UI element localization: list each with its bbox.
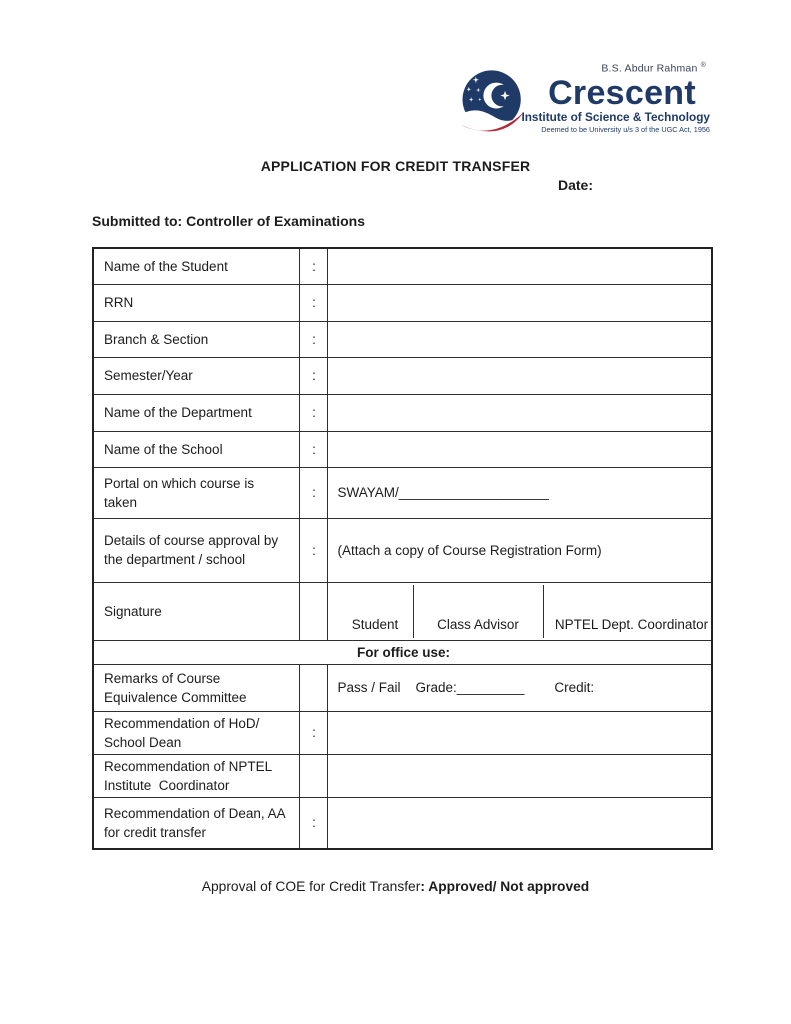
form-field-colon <box>299 582 327 640</box>
table-row <box>93 754 712 797</box>
table-row <box>93 431 712 467</box>
table-row <box>93 711 712 754</box>
table-row <box>93 664 712 711</box>
form-field-colon: : <box>299 431 327 467</box>
form-field-value <box>327 248 712 284</box>
signature-column-label: NPTEL Dept. Coordinator <box>543 585 713 638</box>
form-field-label: Recommendation of Dean, AA for credit transfer <box>93 797 299 849</box>
signature-column-label: Class Advisor <box>413 585 543 638</box>
form-field-value <box>327 711 712 754</box>
form-field-label: Branch & Section <box>93 321 299 357</box>
form-field-colon <box>299 754 327 797</box>
approval-options: : Approved/ Not approved <box>420 879 590 894</box>
table-row <box>93 284 712 321</box>
table-row <box>93 321 712 357</box>
form-field-colon: : <box>299 467 327 518</box>
brand-name: Crescent <box>548 73 696 112</box>
form-field-colon: : <box>299 321 327 357</box>
signature-columns-cell <box>327 582 712 640</box>
form-field-label: Remarks of Course Equivalence Committee <box>93 664 299 711</box>
brand-subtitle: Institute of Science & Technology <box>521 109 710 124</box>
form-field-label: Signature <box>93 582 299 640</box>
brand-owner-label: B.S. Abdur Rahman <box>601 62 698 75</box>
table-row <box>93 797 712 849</box>
form-field-label: Recommendation of NPTEL Institute Coordinator <box>93 754 299 797</box>
signature-column-label: Student <box>351 616 399 632</box>
form-field-label: Details of course approval by the department / school <box>93 518 299 582</box>
brand-tagline: Deemed to be University u/s 3 of the UGC Act, 1956 <box>541 124 710 134</box>
table-row <box>93 248 712 284</box>
form-field-colon: : <box>299 394 327 431</box>
form-field-value <box>327 797 712 849</box>
form-field-value <box>327 357 712 394</box>
form-field-colon: : <box>299 284 327 321</box>
form-field-label: Portal on which course is taken <box>93 467 299 518</box>
table-row <box>93 518 712 582</box>
form-field-label: Name of the School <box>93 431 299 467</box>
form-field-value <box>327 284 712 321</box>
table-row <box>93 582 712 640</box>
form-field-colon: : <box>299 248 327 284</box>
logo-text-block <box>510 60 710 134</box>
form-field-value: Pass / Fail Grade:_________ Credit: <box>327 664 712 711</box>
form-field-value: SWAYAM/____________________ <box>327 467 712 518</box>
signature-columns <box>338 585 709 638</box>
table-row <box>93 357 712 394</box>
application-form-table <box>92 247 713 850</box>
form-field-value: (Attach a copy of Course Registration Form) <box>327 518 712 582</box>
form-field-value <box>327 754 712 797</box>
coe-approval-line <box>0 879 791 894</box>
table-row <box>93 394 712 431</box>
brand-owner-text <box>510 60 710 75</box>
page-title: APPLICATION FOR CREDIT TRANSFER <box>260 158 531 174</box>
form-field-colon <box>299 664 327 711</box>
form-field-label: RRN <box>93 284 299 321</box>
table-row <box>93 640 712 664</box>
form-field-label: Name of the Student <box>93 248 299 284</box>
institute-logo <box>452 60 710 140</box>
form-field-colon: : <box>299 357 327 394</box>
form-field-value <box>327 394 712 431</box>
form-field-label: Name of the Department <box>93 394 299 431</box>
table-row <box>93 467 712 518</box>
date-label: Date: <box>558 177 594 193</box>
form-field-value <box>327 431 712 467</box>
form-field-label: Recommendation of HoD/ School Dean <box>93 711 299 754</box>
form-field-label: Semester/Year <box>93 357 299 394</box>
form-field-colon: : <box>299 518 327 582</box>
registered-trademark-symbol: ® <box>700 62 706 69</box>
form-field-colon: : <box>299 711 327 754</box>
approval-prefix: Approval of COE for Credit Transfer <box>201 879 421 894</box>
form-field-colon: : <box>299 797 327 849</box>
submitted-to-line: Submitted to: Controller of Examinations <box>92 213 366 229</box>
form-field-value <box>327 321 712 357</box>
office-use-section-header: For office use: <box>93 640 712 664</box>
